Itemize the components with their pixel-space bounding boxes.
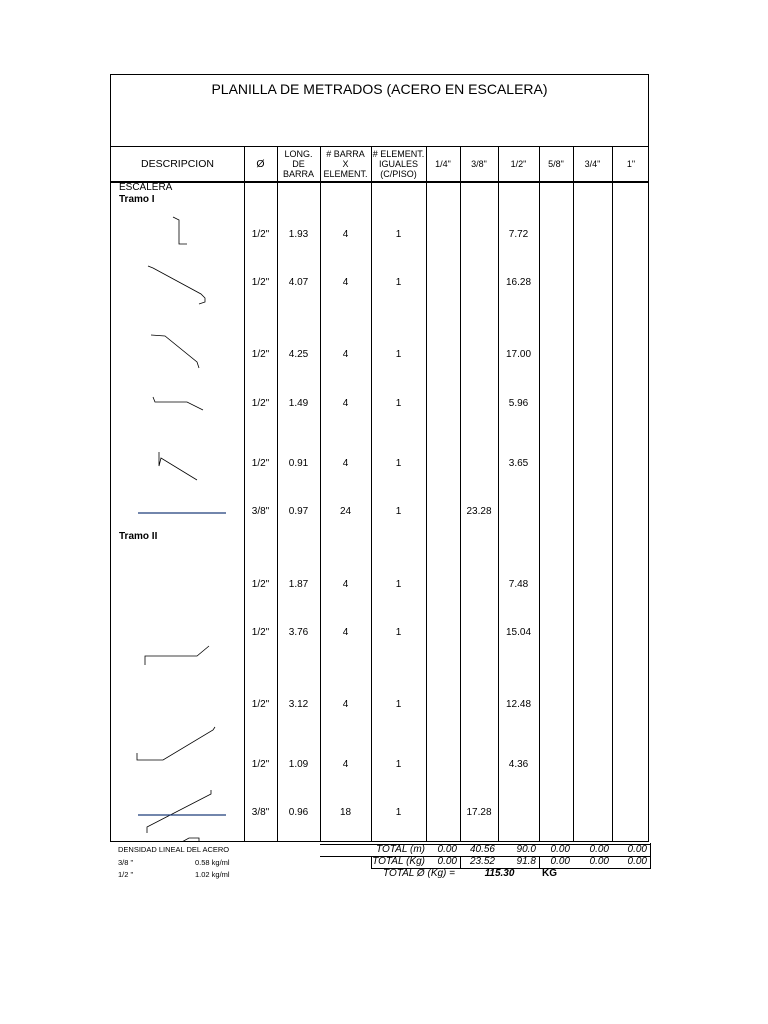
col-divider: [573, 146, 574, 841]
bar-shape-2: [148, 266, 205, 304]
row-11-c38: 17.28: [466, 807, 492, 818]
row-6-d: 3/8": [251, 506, 270, 517]
row-1-barras: 4: [342, 229, 349, 240]
row-1-elem: 1: [395, 229, 402, 240]
row-8-c12: 15.04: [505, 627, 532, 638]
row-5-c12: 3.65: [508, 458, 529, 469]
bar-shape-3: [151, 335, 199, 368]
total-kg-value: 23.52: [469, 856, 495, 867]
row-4-d: 1/2": [251, 398, 270, 409]
row-5-d: 1/2": [251, 458, 270, 469]
header-size-3-4: 3/4": [584, 159, 601, 169]
total-m-label: TOTAL (m): [376, 844, 425, 855]
header-size-1: 1": [626, 159, 636, 169]
row-8-barras: 4: [342, 627, 349, 638]
col-divider: [320, 146, 321, 841]
row-5-barras: 4: [342, 458, 349, 469]
row-7-c38: [460, 579, 498, 591]
total-kg-value: 91.8: [516, 856, 536, 867]
header-diametro: Ø: [256, 158, 265, 170]
row-4-c38: [460, 398, 498, 410]
col-divider: [612, 146, 613, 841]
header-element-line2: IGUALES: [378, 159, 418, 169]
row-11-barras: 18: [339, 807, 352, 818]
row-1-c38: [460, 229, 498, 241]
bar-shape-6: [145, 646, 209, 665]
row-3-elem: 1: [395, 349, 402, 360]
header-barra-line3: ELEMENT.: [323, 169, 368, 179]
header-size-1-4: 1/4": [435, 159, 451, 169]
row-1-long: 1.93: [288, 229, 309, 240]
row-5-long: 0.91: [288, 458, 309, 469]
header-element-line3: (C/PISO): [380, 169, 417, 179]
row-4-elem: 1: [395, 398, 402, 409]
total-kg-value: 0.00: [437, 856, 457, 867]
header-descripcion: DESCRIPCION: [141, 158, 214, 170]
row-3-long: 4.25: [288, 349, 309, 360]
row-9-c12: 12.48: [505, 699, 532, 710]
header-size-5-8: 5/8": [548, 159, 564, 169]
row-7-d: 1/2": [251, 579, 270, 590]
row-10-d: 1/2": [251, 759, 270, 770]
total-m-value: 90.0: [516, 844, 536, 855]
total-m-value: 0.00: [437, 844, 457, 855]
header-elementos: [371, 147, 426, 181]
header-size-3-8: 3/8": [471, 159, 487, 169]
row-4-long: 1.49: [288, 398, 309, 409]
col-divider: [244, 146, 245, 841]
col-divider: [371, 146, 372, 841]
grand-total-unit: KG: [542, 868, 557, 879]
col-divider: [460, 146, 461, 841]
row-9-elem: 1: [395, 699, 402, 710]
density-value-2: 1.02 kg/ml: [195, 870, 230, 879]
density-size-2: 1/2 ": [118, 870, 134, 879]
total-m-value: 40.56: [469, 844, 495, 855]
row-2-barras: 4: [342, 277, 349, 288]
row-7-c12: 7.48: [508, 579, 529, 590]
bar-shapes: [111, 182, 244, 842]
row-2-long: 4.07: [288, 277, 309, 288]
total-kg-value: 0.00: [589, 856, 609, 867]
row-9-barras: 4: [342, 699, 349, 710]
row-11-d: 3/8": [251, 807, 270, 818]
density-title: DENSIDAD LINEAL DEL ACERO: [118, 845, 230, 854]
row-7-long: 1.87: [288, 579, 309, 590]
header-long: [277, 147, 320, 181]
row-2-d: 1/2": [251, 277, 270, 288]
row-10-c38: [460, 759, 498, 771]
row-3-d: 1/2": [251, 349, 270, 360]
header-barra-line2: X: [342, 159, 349, 169]
row-6-long: 0.97: [288, 506, 309, 517]
row-10-long: 1.09: [288, 759, 309, 770]
total-kg-value: 0.00: [550, 856, 570, 867]
col-divider: [539, 146, 540, 841]
density-value-1: 0.58 kg/ml: [195, 858, 230, 867]
sheet-title: PLANILLA DE METRADOS (ACERO EN ESCALERA): [211, 81, 548, 97]
row-7-elem: 1: [395, 579, 402, 590]
bar-shape-4: [153, 397, 203, 410]
section-tramo-1: Tramo I: [119, 194, 155, 205]
total-m-value: 0.00: [589, 844, 609, 855]
row-8-d: 1/2": [251, 627, 270, 638]
header-long-line3: BARRA: [282, 169, 314, 179]
row-3-c38: [460, 349, 498, 361]
bar-shape-5: [159, 452, 197, 480]
row-10-c12: 4.36: [508, 759, 529, 770]
row-3-c12: 17.00: [505, 349, 532, 360]
row-6-barras: 24: [339, 506, 352, 517]
row-6-elem: 1: [395, 506, 402, 517]
row-10-barras: 4: [342, 759, 349, 770]
total-m-value: 0.00: [627, 844, 647, 855]
col-divider: [277, 146, 278, 841]
row-2-c38: [460, 277, 498, 289]
section-tramo-2: Tramo II: [119, 531, 158, 542]
row-3-barras: 4: [342, 349, 349, 360]
row-7-barras: 4: [342, 579, 349, 590]
bar-shape-7: [137, 727, 215, 760]
header-long-line2: DE: [292, 159, 305, 169]
row-6-c38: 23.28: [466, 506, 492, 517]
footer-divider: [650, 843, 651, 869]
col-divider: [426, 146, 427, 841]
bar-shape-8: [147, 790, 211, 833]
row-11-elem: 1: [395, 807, 402, 818]
row-4-c12: 5.96: [508, 398, 529, 409]
col-divider: [498, 146, 499, 841]
row-8-c38: [460, 627, 498, 639]
row-4-barras: 4: [342, 398, 349, 409]
row-11-long: 0.96: [288, 807, 309, 818]
header-long-line1: LONG.: [284, 149, 313, 159]
row-10-elem: 1: [395, 759, 402, 770]
total-kg-label: TOTAL (Kg): [372, 856, 425, 867]
header-size-1-2: 1/2": [510, 159, 527, 169]
row-6-c12: [498, 506, 539, 518]
header-barra-line1: # BARRA: [326, 149, 365, 159]
header-barras: [320, 147, 371, 181]
density-size-1: 3/8 ": [118, 858, 134, 867]
row-1-d: 1/2": [251, 229, 270, 240]
row-2-c12: 16.28: [505, 277, 532, 288]
row-5-c38: [460, 458, 498, 470]
grand-total-value: 115.30: [484, 868, 515, 879]
bar-shape-1: [173, 217, 187, 244]
header-element-line1: # ELEMENT.: [372, 149, 425, 159]
grand-total-label: TOTAL Ø (Kg) =: [383, 868, 455, 879]
row-8-long: 3.76: [288, 627, 309, 638]
row-9-d: 1/2": [251, 699, 270, 710]
row-9-long: 3.12: [288, 699, 309, 710]
row-9-c38: [460, 699, 498, 711]
row-11-c12: [498, 807, 539, 819]
row-1-c12: 7.72: [508, 229, 529, 240]
row-8-elem: 1: [395, 627, 402, 638]
total-kg-value: 0.00: [627, 856, 647, 867]
bar-shape-9: [153, 838, 199, 842]
row-5-elem: 1: [395, 458, 402, 469]
row-2-elem: 1: [395, 277, 402, 288]
total-m-value: 0.00: [550, 844, 570, 855]
section-escalera: ESCALERA: [119, 182, 173, 193]
